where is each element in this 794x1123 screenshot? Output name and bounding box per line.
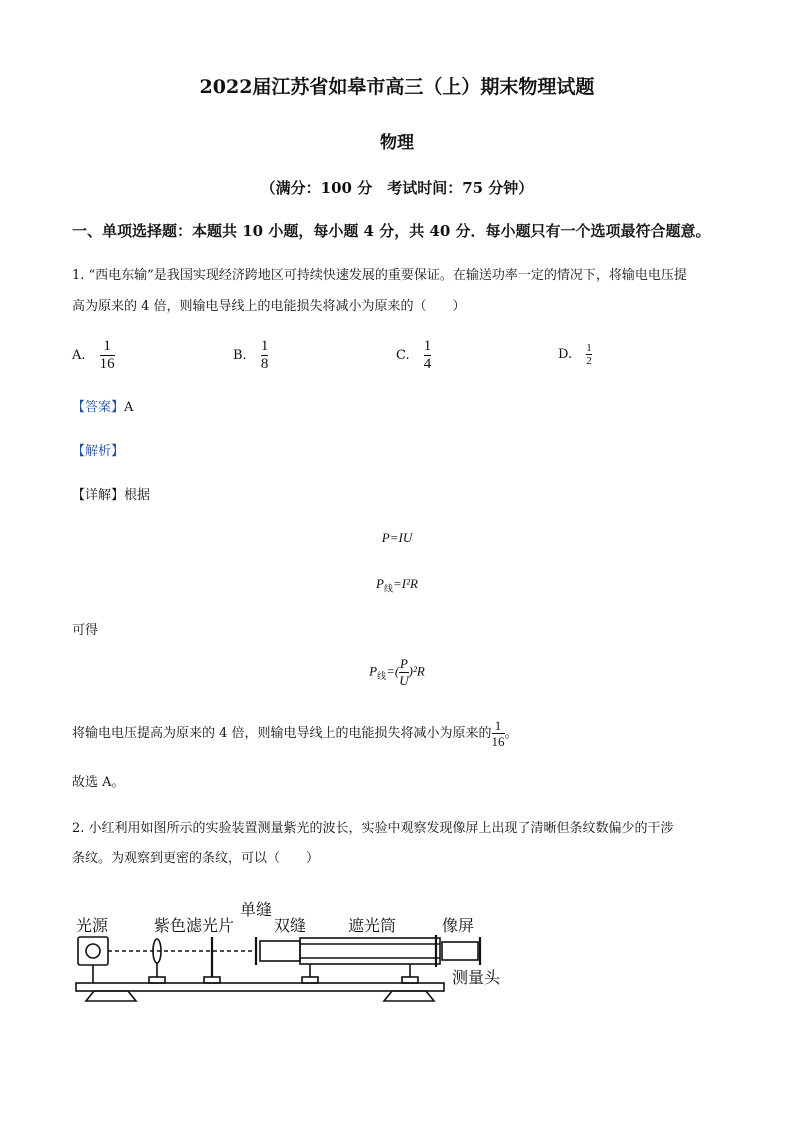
bench-foot-right: [384, 991, 434, 1001]
light-source-box: [78, 937, 108, 965]
q1-detail: 【详解】根据: [72, 487, 151, 503]
light-tube: [300, 938, 440, 964]
equation-2: $P_线=I^2R$: [376, 576, 418, 594]
label-measuring-head: 测量头: [452, 970, 501, 987]
q1-answer: 【答案】A: [72, 399, 134, 415]
label-double-slit: 双缝: [274, 918, 307, 935]
fraction: $\frac{1}{4}$: [423, 338, 432, 372]
exam-info: （满分：100 分 考试时间：75 分钟）: [260, 179, 534, 197]
equation-1: P=IU: [381, 530, 413, 545]
fraction: $\frac{1}{8}$: [260, 338, 269, 372]
q1-conclusion: 将输电电压提高为原来的 4 倍，则输电导线上的电能损失将减小为原来的 $\frac{1}{16}$ 。: [72, 718, 518, 749]
section-heading: 一、单项选择题：本题共 10 小题，每小题 4 分，共 40 分．每小题只有一个选项最符合题意。: [72, 222, 711, 240]
label-single-slit: 单缝: [240, 902, 273, 919]
measuring-head: [442, 942, 478, 960]
experiment-diagram: [70, 895, 530, 1005]
subject-title: 物理: [380, 133, 414, 153]
fraction: $\frac{1}{16}$: [99, 338, 115, 372]
tube-front: [260, 941, 300, 961]
q1-text-line2: 高为原来的 4 倍，则输电导线上的电能损失将减小为原来的（ ）: [72, 299, 466, 314]
q1-option-c: C. $\frac{1}{4}$: [396, 338, 432, 372]
bulb-icon: [86, 944, 100, 958]
q1-text-line1: 1. “西电东输”是我国实现经济跨地区可持续快速发展的重要保证。在输送功率一定的情况下，将输电电压提: [72, 268, 687, 283]
kede-text: 可得: [72, 623, 99, 638]
apparatus-drawing: [70, 895, 530, 1005]
q1-option-b: B. $\frac{1}{8}$: [233, 338, 269, 372]
q1-option-d: D. $\frac{1}{2}$: [558, 342, 592, 367]
q1-analysis-tag: 【解析】: [72, 443, 125, 458]
equation-3: $P_线=$( $\frac{P}{U}$ )²R: [369, 656, 425, 688]
optical-bench: [76, 983, 444, 991]
fraction: $\frac{1}{2}$: [586, 342, 592, 367]
fraction: $\frac{P}{U}$: [399, 656, 409, 688]
page-title: 2022届江苏省如皋市高三（上）期末物理试题: [199, 76, 595, 98]
q2-text-line2: 条纹。为观察到更密的条纹，可以（ ）: [72, 851, 320, 866]
q1-option-a: A. $\frac{1}{16}$: [72, 338, 115, 372]
q2-text-line1: 2. 小红利用如图所示的实验装置测量紫光的波长，实验中观察发现像屏上出现了清晰但条纹数偏少的干涉: [72, 821, 674, 836]
q1-choice: 故选 A。: [72, 775, 125, 790]
fraction: $\frac{1}{16}$: [491, 718, 505, 749]
label-screen: 像屏: [442, 918, 475, 935]
label-light-source: 光源: [76, 918, 109, 935]
label-tube: 遮光筒: [348, 918, 397, 935]
label-filter: 紫色滤光片: [154, 918, 235, 935]
bench-foot-left: [86, 991, 136, 1001]
